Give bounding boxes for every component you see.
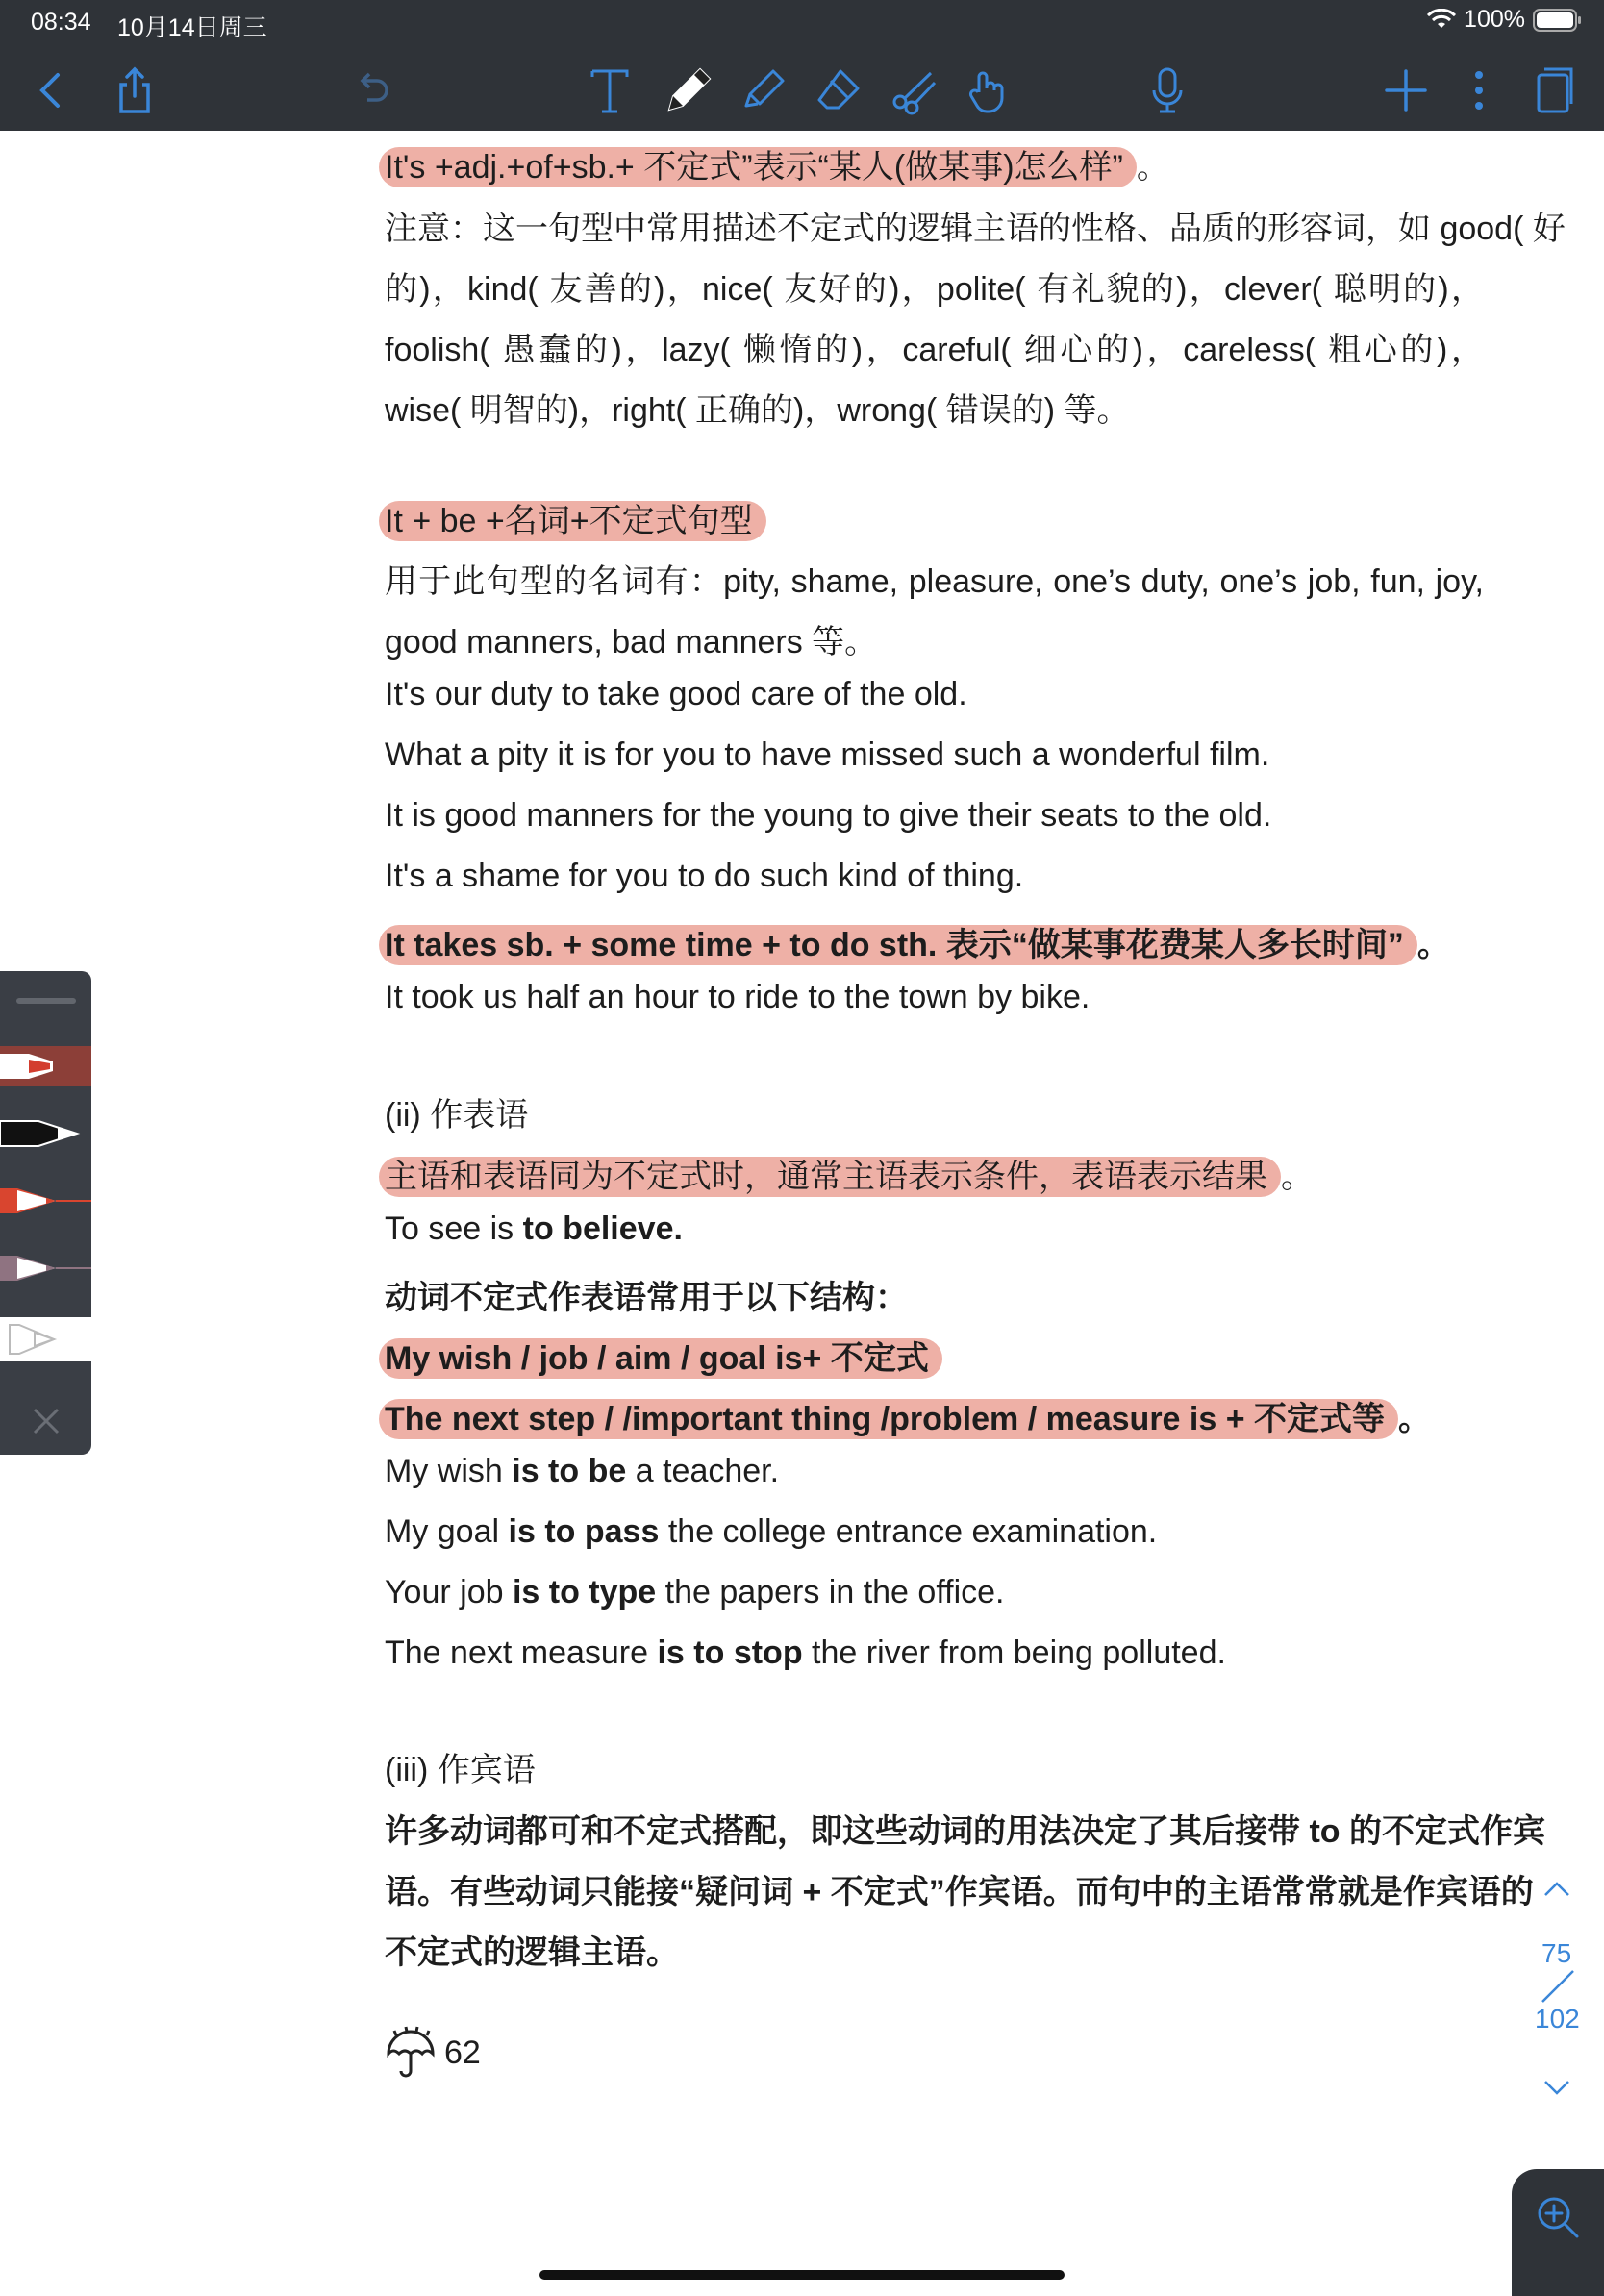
red-pencil-icon bbox=[0, 1181, 91, 1221]
umbrella-icon bbox=[385, 2025, 437, 2081]
eraser-icon bbox=[812, 63, 865, 117]
doc-line: foolish( 愚蠢的)，lazy( 懒惰的)，careful( 细心的)，careless( 粗心的)， bbox=[385, 332, 1484, 368]
doc-line: 用于此句型的名词有：pity, shame, pleasure, one’s duty, one’s job, fun, joy, bbox=[385, 563, 1484, 600]
prev-page-button[interactable] bbox=[1542, 1875, 1571, 1906]
doc-line: To see is to believe. bbox=[385, 1210, 683, 1247]
doc-line: It's our duty to take good care of the old. bbox=[385, 676, 967, 712]
doc-line: It's a shame for you to do such kind of thing. bbox=[385, 858, 1024, 894]
back-button[interactable] bbox=[21, 60, 83, 121]
doc-line: It took us half an hour to ride to the town by bike. bbox=[385, 979, 1090, 1015]
doc-line: 语。有些动词只能接“疑问词 + 不定式”作宾语。而句中的主语常常就是作宾语的 bbox=[385, 1874, 1534, 1910]
zoom-in-icon bbox=[1531, 2190, 1585, 2244]
undo-icon bbox=[346, 63, 400, 117]
more-icon bbox=[1452, 63, 1506, 117]
record-audio-button[interactable] bbox=[1137, 60, 1198, 121]
home-indicator[interactable] bbox=[539, 2270, 1065, 2280]
doc-line: 不定式的逻辑主语。 bbox=[385, 1934, 679, 1971]
doc-line: It is good manners for the young to give their seats to the old. bbox=[385, 797, 1272, 834]
hand-tool-button[interactable] bbox=[958, 60, 1019, 121]
text-tool-button[interactable] bbox=[579, 60, 640, 121]
current-page-number: 75 bbox=[1541, 1938, 1572, 1968]
zoom-button[interactable] bbox=[1512, 2169, 1604, 2296]
doc-line: wise( 明智的)，right( 正确的)，wrong( 错误的) 等。 bbox=[385, 392, 1130, 429]
pen-icon bbox=[662, 63, 715, 117]
microphone-icon bbox=[1140, 63, 1194, 117]
palette-grip[interactable] bbox=[16, 998, 76, 1004]
scissors-tool-button[interactable] bbox=[883, 60, 944, 121]
page-view-icon bbox=[1527, 63, 1581, 117]
section-heading: (ii) 作表语 bbox=[385, 1097, 529, 1134]
battery-percent: 100% bbox=[1464, 6, 1525, 33]
doc-line: Your job is to type the papers in the office. bbox=[385, 1574, 1005, 1610]
pen-slot-black-pen[interactable] bbox=[0, 1113, 91, 1154]
back-chevron-icon bbox=[25, 63, 79, 117]
page-view-button[interactable] bbox=[1523, 60, 1585, 121]
doc-line: It + be +名词+不定式句型 bbox=[385, 494, 766, 541]
doc-line: It takes sb. + some time + to do sth. 表示“做某事花费某人多长时间” 。 bbox=[385, 918, 1450, 965]
highlighter-icon bbox=[737, 63, 790, 117]
wifi-icon bbox=[1427, 9, 1456, 32]
page-number: 62 bbox=[444, 2034, 481, 2071]
pen-slot-mauve-pencil[interactable] bbox=[0, 1248, 91, 1288]
doc-line: 主语和表语同为不定式时，通常主语表示条件，表语表示结果 。 bbox=[385, 1150, 1314, 1197]
pen-palette bbox=[0, 971, 91, 1455]
add-icon bbox=[1379, 63, 1433, 117]
pen-tool-button[interactable] bbox=[658, 60, 719, 121]
share-button[interactable] bbox=[104, 60, 165, 121]
section-heading: (iii) 作宾语 bbox=[385, 1752, 536, 1788]
doc-line: 动词不定式作表语常用于以下结构： bbox=[385, 1280, 908, 1316]
undo-button[interactable] bbox=[342, 60, 404, 121]
doc-line: The next step / /important thing /problem / measure is + 不定式等 。 bbox=[385, 1392, 1431, 1439]
pen-slot-white-pen[interactable] bbox=[0, 1317, 91, 1361]
doc-line: It's +adj.+of+sb.+ 不定式”表示“某人(做某事)怎么样” 。 bbox=[385, 140, 1169, 187]
total-pages-number: 102 bbox=[1535, 2004, 1580, 2034]
doc-line: 的)，kind( 友善的)，nice( 友好的)，polite( 有礼貌的)，clever( 聪明的)， bbox=[385, 271, 1484, 308]
doc-line: My wish is to be a teacher. bbox=[385, 1453, 780, 1489]
red-marker-icon bbox=[0, 1046, 91, 1086]
next-page-button[interactable] bbox=[1542, 2073, 1571, 2104]
hand-icon bbox=[962, 63, 1015, 117]
pen-slot-red-pencil[interactable] bbox=[0, 1181, 91, 1221]
doc-line: My goal is to pass the college entrance examination. bbox=[385, 1513, 1158, 1550]
eraser-tool-button[interactable] bbox=[808, 60, 869, 121]
mauve-pencil-icon bbox=[0, 1248, 91, 1288]
top-toolbar bbox=[0, 0, 1604, 131]
share-icon bbox=[108, 63, 162, 117]
doc-line: What a pity it is for you to have missed such a wonderful film. bbox=[385, 736, 1270, 773]
highlighter-tool-button[interactable] bbox=[733, 60, 794, 121]
status-right bbox=[1427, 6, 1583, 34]
chevron-up-icon bbox=[1542, 1880, 1571, 1899]
scissors-icon bbox=[887, 63, 940, 117]
chevron-down-icon bbox=[1542, 2078, 1571, 2097]
white-pen-icon bbox=[0, 1317, 91, 1361]
battery-icon bbox=[1533, 9, 1583, 32]
palette-close-button[interactable] bbox=[27, 1402, 65, 1440]
page-number-footer bbox=[385, 2025, 481, 2081]
pen-slot-red-marker[interactable] bbox=[0, 1046, 91, 1086]
page-divider-slash bbox=[1539, 1969, 1577, 2004]
black-pen-icon bbox=[0, 1113, 91, 1154]
more-button[interactable] bbox=[1448, 60, 1510, 121]
doc-line: The next measure is to stop the river from being polluted. bbox=[385, 1635, 1226, 1671]
text-tool-icon bbox=[583, 63, 637, 117]
doc-line: 许多动词都可和不定式搭配，即这些动词的用法决定了其后接带 to 的不定式作宾 bbox=[385, 1813, 1545, 1850]
doc-line: My wish / job / aim / goal is+ 不定式 bbox=[385, 1332, 942, 1379]
doc-line: 注意：这一句型中常用描述不定式的逻辑主语的性格、品质的形容词，如 good( 好 bbox=[385, 211, 1566, 247]
document-page[interactable] bbox=[0, 131, 1604, 2296]
status-time: 08:34 bbox=[31, 9, 91, 36]
close-icon bbox=[27, 1402, 65, 1440]
status-date: 10月14日周三 bbox=[117, 14, 267, 41]
add-button[interactable] bbox=[1375, 60, 1437, 121]
doc-line: good manners, bad manners 等。 bbox=[385, 624, 878, 661]
